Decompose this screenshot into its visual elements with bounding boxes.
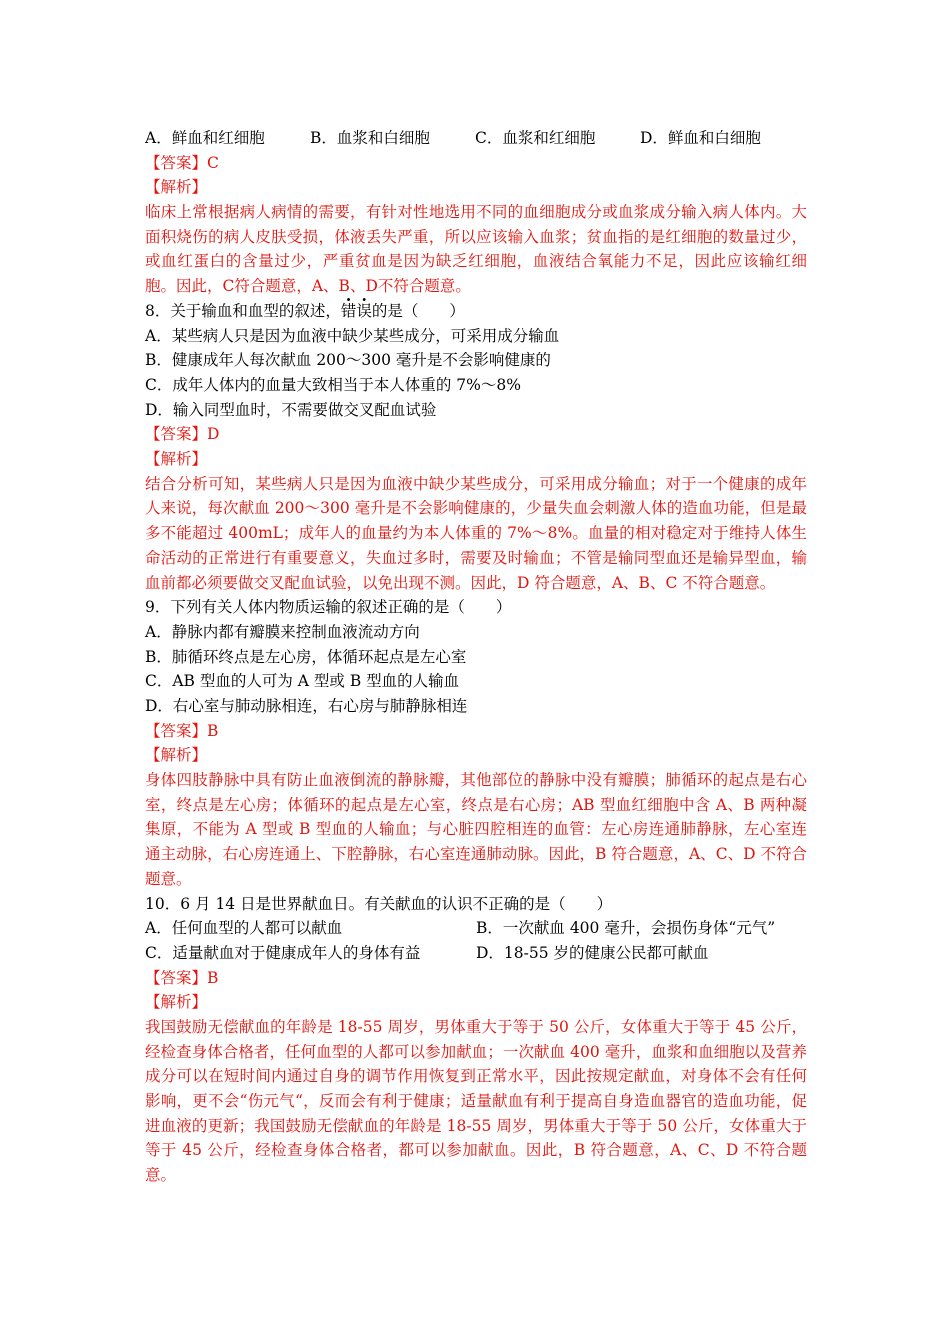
q8-option-d: D．输入同型血时，不需要做交叉配血试验	[145, 400, 437, 419]
q9-option-a: A．静脉内都有瓣膜来控制血液流动方向	[145, 622, 420, 641]
document-page	[145, 126, 807, 1188]
q7-option-a: A．鲜血和红细胞	[145, 129, 265, 147]
q7-option-b: B．血浆和白细胞	[310, 129, 430, 147]
q9-analysis-label: 【解析】	[145, 746, 208, 765]
q8-option-b: B．健康成年人每次献血 200～300 毫升是不会影响健康的	[145, 351, 551, 370]
q7-option-d: D．鲜血和白细胞	[640, 129, 761, 147]
q10-option-d: D．18-55 岁的健康公民都可献血	[476, 943, 709, 962]
q10-answer: 【答案】B	[145, 968, 219, 987]
q10-stem: 10．6 月 14 日是世界献血日。有关献血的认识不正确的是（ ）	[145, 894, 613, 913]
q9-analysis: 身体四肢静脉中具有防止血液倒流的静脉瓣，其他部位的静脉中没有瓣膜；肺循环的起点是右心室，终点是左心房；体循环的起点是左心室，终点是右心房；AB 型血红细胞中含 A、B 两种凝集原，不能为 A 型或 B 型血的人输血；与心脏四腔相连的血管：左心房连通肺静脉，左心室连通主动脉，右心房连通上、下腔静脉，右心室连通肺动脉。因此，B 符合题意，A、C、D 不符合题意。	[145, 771, 807, 888]
q7-option-c: C．血浆和红细胞	[475, 129, 596, 147]
q7-answer: 【答案】C	[145, 153, 219, 172]
q8-analysis-label: 【解析】	[145, 450, 208, 468]
q8-stem-pre: 8．关于输血和血型的叙述，	[145, 301, 341, 320]
q10-options-row-2	[145, 941, 807, 966]
q10-analysis-label: 【解析】	[145, 993, 208, 1012]
q8-analysis: 结合分析可知，某些病人只是因为血液中缺少某些成分，可采用成分输血；对于一个健康的成年人来说，每次献血 200～300 毫升是不会影响健康的，少量失血会刺激人体的造血功能，但是最多不能超过 400mL；成年人的血量约为本人体重的 7%～8%。血量的相对稳定对于维持人体生命活动的正常进行有重要意义，失血过多时，需要及时输血；不管是输同型血还是输异型血，输血前都必须要做交叉配血试验，以免出现不测。因此，D 符合题意，A、B、C 不符合题意。	[145, 474, 807, 592]
q9-option-c: C．AB 型血的人可为 A 型或 B 型血的人输血	[145, 672, 460, 691]
q9-stem: 9．下列有关人体内物质运输的叙述正确的是（ ）	[145, 598, 512, 617]
q10-option-c: C．适量献血对于健康成年人的身体有益	[145, 943, 421, 962]
q8-stem-post: 的是（ ）	[371, 301, 465, 320]
q8-stem	[145, 299, 807, 324]
q10-option-a: A．任何血型的人都可以献血	[145, 919, 343, 938]
q8-option-c: C．成年人体内的血量大致相当于本人体重的 7%～8%	[145, 375, 521, 394]
q8-stem-emphasis-1: 错	[340, 301, 357, 320]
q8-answer: 【答案】D	[145, 425, 220, 444]
q10-option-b: B．一次献血 400 毫升，会损伤身体“元气”	[476, 919, 776, 938]
q9-option-b: B．肺循环终点是左心房，体循环起点是左心室	[145, 647, 467, 666]
q10-analysis: 我国鼓励无偿献血的年龄是 18-55 周岁，男体重大于等于 50 公斤，女体重大于等于 45 公斤，经检查身体合格者，任何血型的人都可以参加献血；一次献血 400 毫升，血浆和血细胞以及营养成分可以在短时间内通过自身的调节作用恢复到正常水平，因此按规定献血，对身体不会有任何影响，更不会“伤元气“，反而会有利于健康；适量献血有利于提高自身造血器官的造血功能，促进血液的更新；我国鼓励无偿献血的年龄是 18-55 周岁，男体重大于等于 50 公斤，女体重大于等于 45 公斤，经检查身体合格者，都可以参加献血。因此，B 符合题意，A、C、D 不符合题意。	[145, 1017, 807, 1185]
q7-analysis-label: 【解析】	[145, 178, 208, 197]
q9-option-d: D．右心室与肺动脉相连，右心房与肺静脉相连	[145, 696, 468, 715]
q7-options	[145, 126, 807, 151]
q8-option-a: A．某些病人只是因为血液中缺少某些成分，可采用成分输血	[145, 326, 560, 345]
q7-analysis: 临床上常根据病人病情的需要，有针对性地选用不同的血细胞成分或血浆成分输入病人体内。大面积烧伤的病人皮肤受损，体液丢失严重，所以应该输入血浆；贫血指的是红细胞的数量过少，或血红蛋白的含量过少，严重贫血是因为缺乏红细胞，血液结合氧能力不足，因此应该输红细胞。因此，C符合题意，A、B、D不符合题意。	[145, 203, 807, 296]
q10-options-row-1	[145, 916, 807, 941]
q9-answer: 【答案】B	[145, 721, 219, 740]
q8-stem-emphasis-2: 误	[356, 301, 372, 320]
